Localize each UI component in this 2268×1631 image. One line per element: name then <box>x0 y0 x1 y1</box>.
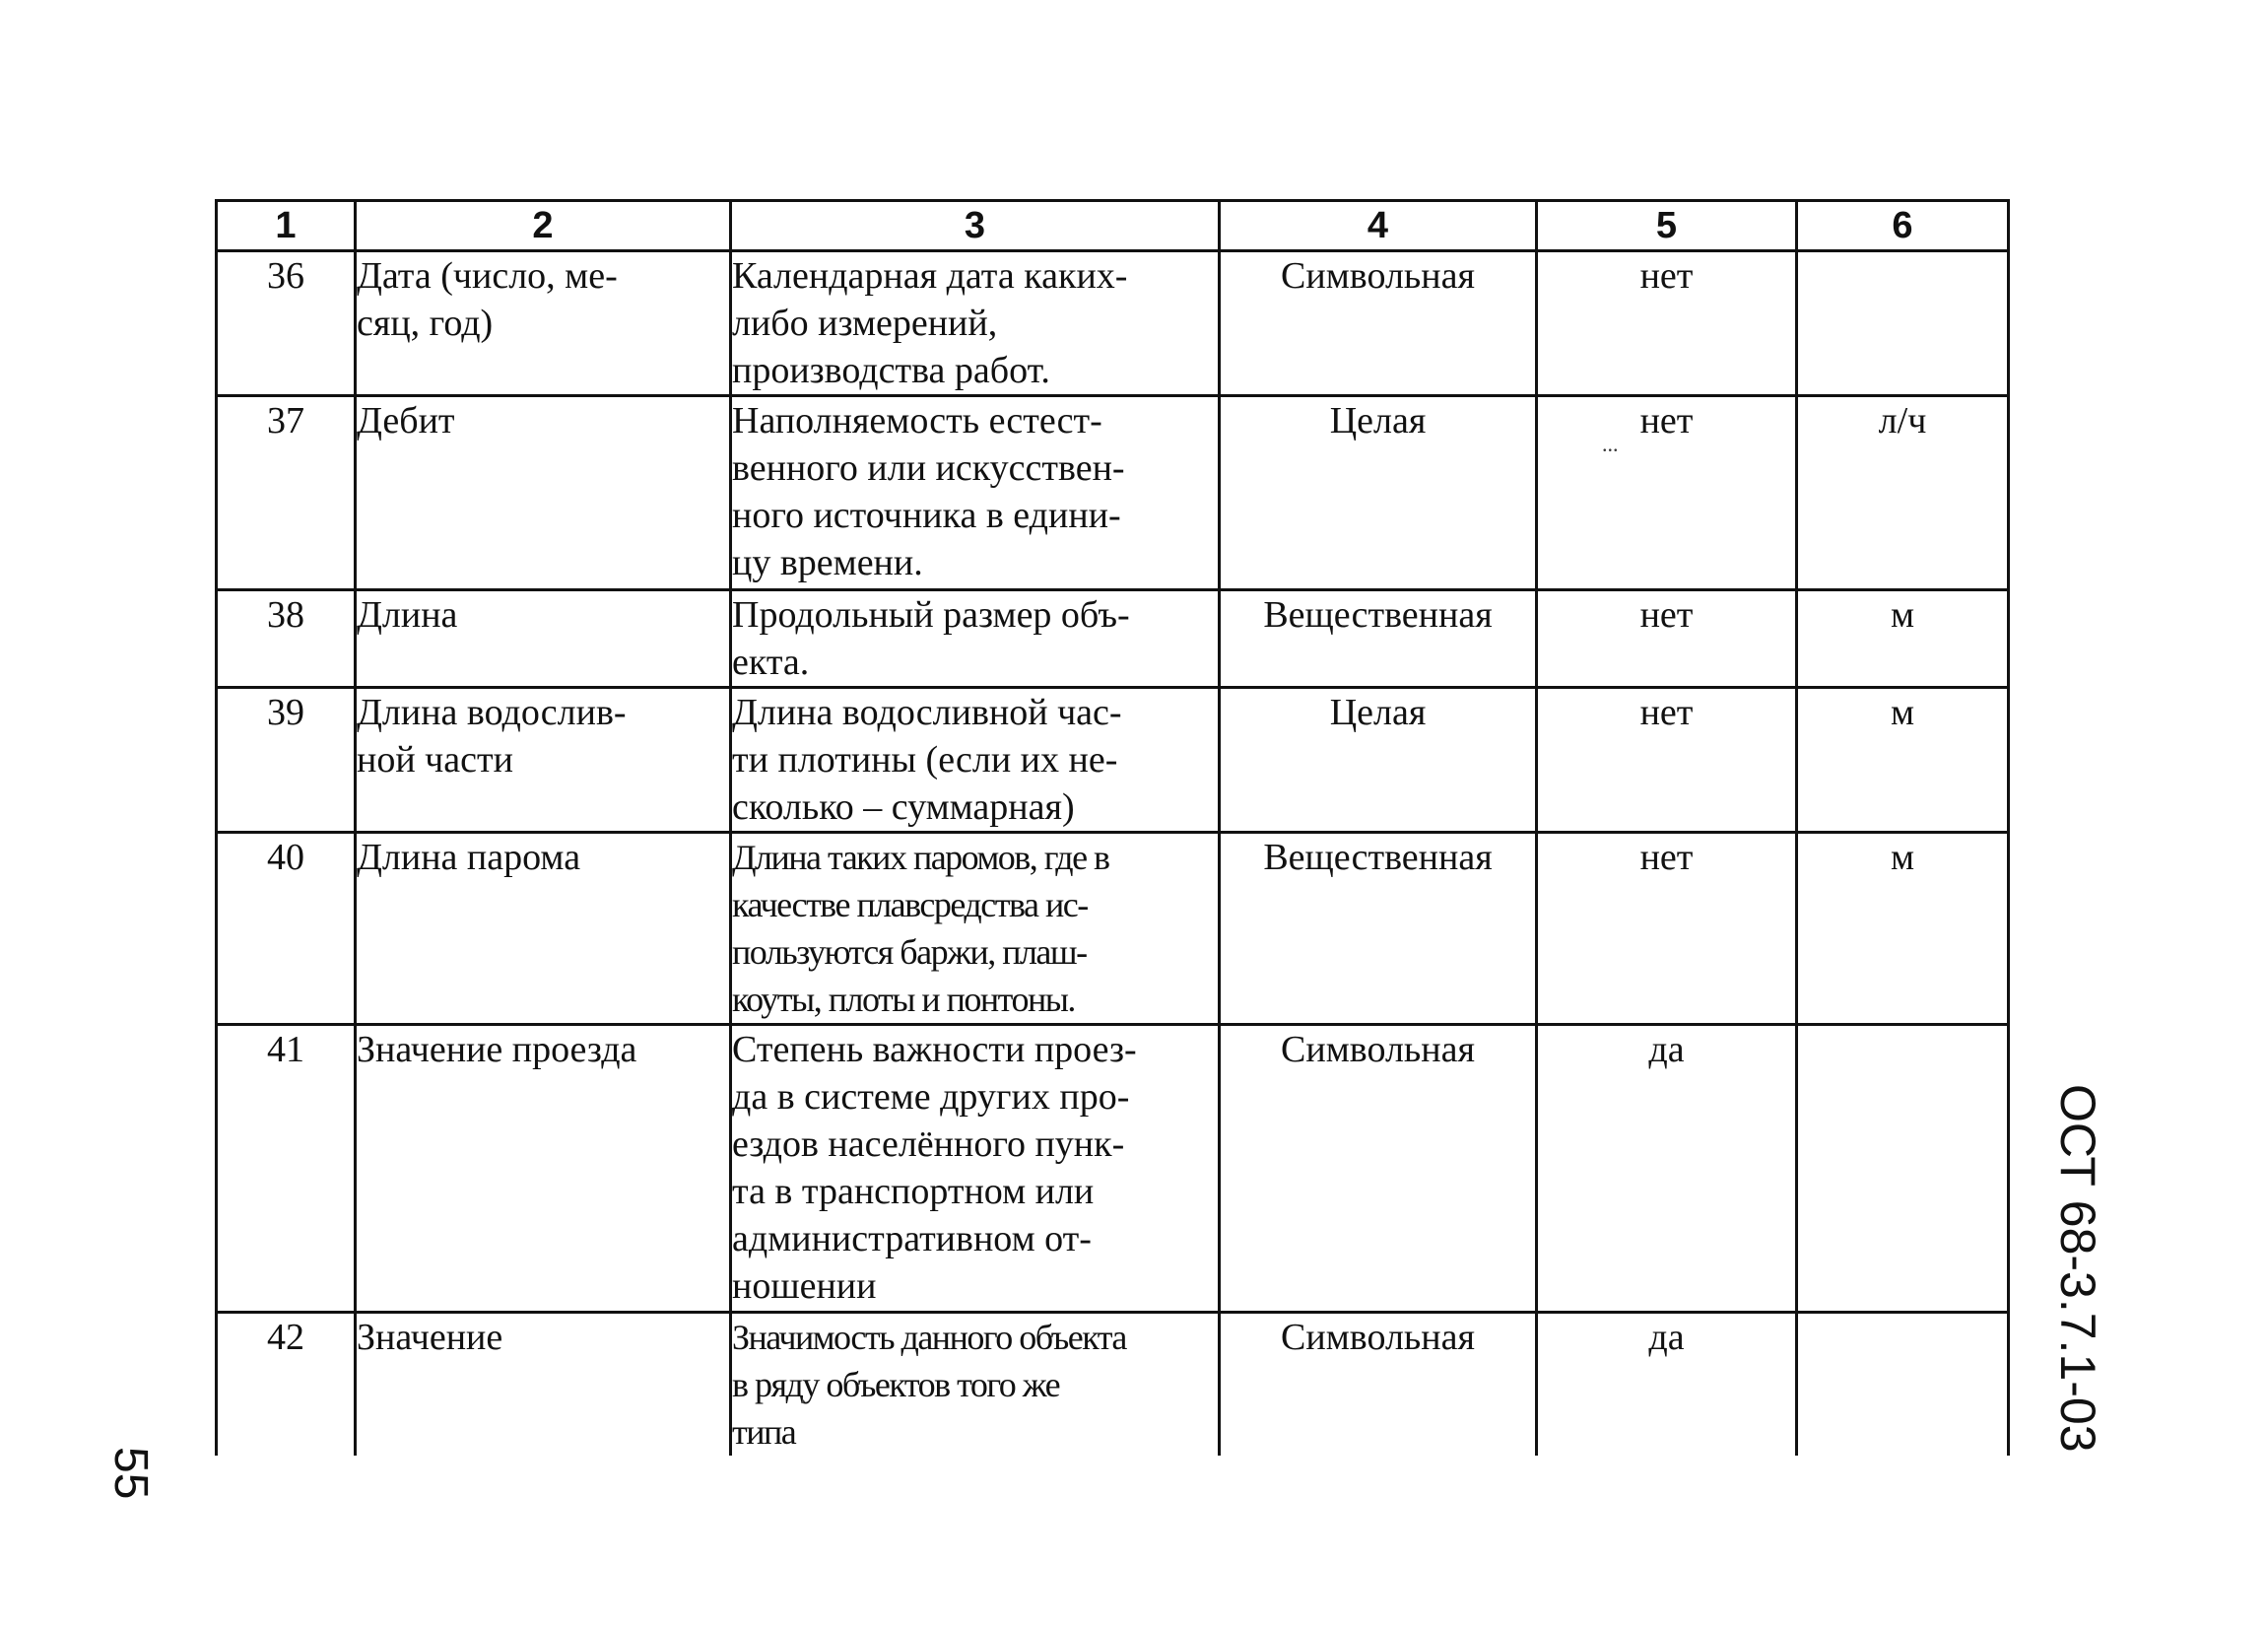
attribute-type: Символьная <box>1220 1025 1537 1313</box>
attribute-required: нет <box>1537 396 1797 590</box>
attribute-type: Символьная <box>1220 251 1537 396</box>
attribute-description <box>731 251 1220 396</box>
description-line: екта. <box>732 642 810 683</box>
table-row <box>217 251 2009 396</box>
table-row <box>217 1025 2009 1313</box>
attribute-unit: м <box>1797 688 2009 833</box>
description-line: Длина водосливной час- <box>732 692 1122 733</box>
attribute-required: нет <box>1537 251 1797 396</box>
name-line: Значение проезда <box>357 1029 637 1070</box>
table-header-row <box>217 201 2009 251</box>
attribute-description <box>731 1025 1220 1313</box>
attribute-type: Вещественная <box>1220 590 1537 688</box>
row-number: 38 <box>217 590 356 688</box>
scan-speck: ... <box>1602 432 1619 456</box>
row-number: 36 <box>217 251 356 396</box>
attribute-unit: л/ч <box>1797 396 2009 590</box>
attribute-name <box>356 1025 731 1313</box>
description-line: да в системе других про- <box>732 1076 1130 1118</box>
description-line: та в транспортном или <box>732 1171 1095 1212</box>
attribute-name <box>356 833 731 1025</box>
name-line: Длина парома <box>357 837 581 878</box>
header-col-1: 1 <box>217 201 356 251</box>
row-number: 42 <box>217 1313 356 1457</box>
header-col-2: 2 <box>356 201 731 251</box>
description-line: Значимость данного объекта <box>732 1318 1126 1357</box>
description-line: административном от- <box>732 1218 1092 1259</box>
name-line: Значение <box>357 1317 503 1358</box>
table-row <box>217 396 2009 590</box>
description-line: Наполняемость естест- <box>732 400 1102 442</box>
attribute-name <box>356 1313 731 1457</box>
header-col-6: 6 <box>1797 201 2009 251</box>
attribute-name <box>356 590 731 688</box>
attribute-required: нет <box>1537 833 1797 1025</box>
table-row <box>217 833 2009 1025</box>
attribute-required: да <box>1537 1025 1797 1313</box>
attribute-unit <box>1797 251 2009 396</box>
attribute-type: Символьная <box>1220 1313 1537 1457</box>
name-line: Длина водослив- <box>357 692 627 733</box>
attribute-table <box>215 199 2010 1456</box>
description-line: цу времени. <box>732 542 923 583</box>
attribute-required: нет <box>1537 688 1797 833</box>
description-line: ти плотины (если их не- <box>732 739 1118 781</box>
header-col-5: 5 <box>1537 201 1797 251</box>
attribute-type: Целая <box>1220 396 1537 590</box>
table-row <box>217 590 2009 688</box>
attribute-type: Целая <box>1220 688 1537 833</box>
attribute-type: Вещественная <box>1220 833 1537 1025</box>
description-line: венного или искусствен- <box>732 447 1125 489</box>
attribute-name <box>356 396 731 590</box>
attribute-description <box>731 1313 1220 1457</box>
table-row <box>217 688 2009 833</box>
description-line: Продольный размер объ- <box>732 594 1130 636</box>
description-line: ного источника в едини- <box>732 495 1121 536</box>
attribute-description <box>731 590 1220 688</box>
description-line: Календарная дата каких- <box>732 255 1128 297</box>
attribute-name <box>356 688 731 833</box>
attribute-unit: м <box>1797 833 2009 1025</box>
row-number: 40 <box>217 833 356 1025</box>
description-line: в ряду объектов того же <box>732 1365 1060 1404</box>
description-line: пользуются баржи, плаш- <box>732 932 1087 972</box>
description-line: качестве плавсредства ис- <box>732 885 1088 924</box>
document-code: ОСТ 68-3.7.1-03 <box>2050 1084 2105 1453</box>
name-line: сяц, год) <box>357 303 494 344</box>
header-col-3: 3 <box>731 201 1220 251</box>
name-line: Длина <box>357 594 458 636</box>
header-col-4: 4 <box>1220 201 1537 251</box>
name-line: Дебит <box>357 400 455 442</box>
attribute-description <box>731 833 1220 1025</box>
description-line: либо измерений, <box>732 303 998 344</box>
description-line: ездов населённого пунк- <box>732 1123 1125 1165</box>
description-line: типа <box>732 1412 796 1452</box>
description-line: сколько – суммарная) <box>732 786 1075 828</box>
attribute-unit <box>1797 1313 2009 1457</box>
row-number: 39 <box>217 688 356 833</box>
row-number: 37 <box>217 396 356 590</box>
attribute-unit <box>1797 1025 2009 1313</box>
attribute-name <box>356 251 731 396</box>
name-line: ной части <box>357 739 513 781</box>
attribute-description <box>731 688 1220 833</box>
page-number: 55 <box>104 1447 157 1500</box>
attribute-required: нет <box>1537 590 1797 688</box>
table-row <box>217 1313 2009 1457</box>
row-number: 41 <box>217 1025 356 1313</box>
description-line: Степень важности проез- <box>732 1029 1137 1070</box>
name-line: Дата (число, ме- <box>357 255 618 297</box>
attribute-unit: м <box>1797 590 2009 688</box>
description-line: производства работ. <box>732 350 1050 391</box>
description-line: коуты, плоты и понтоны. <box>732 980 1075 1019</box>
attribute-required: да <box>1537 1313 1797 1457</box>
description-line: Длина таких паромов, где в <box>732 838 1109 877</box>
attribute-description <box>731 396 1220 590</box>
description-line: ношении <box>732 1265 877 1307</box>
